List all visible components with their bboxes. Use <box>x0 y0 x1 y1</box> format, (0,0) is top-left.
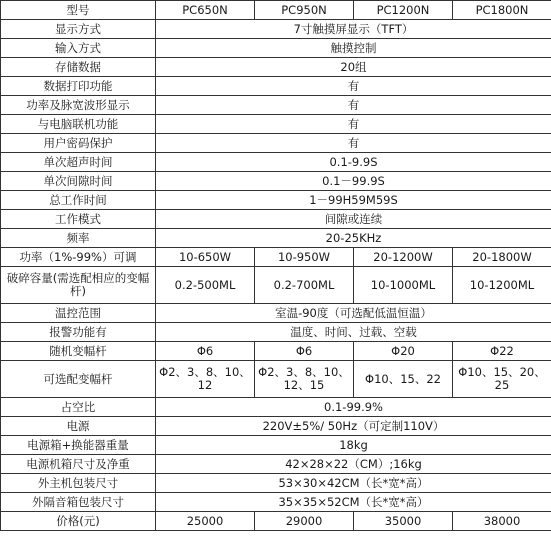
spec-label: 用户密码保护 <box>1 134 156 153</box>
spec-model-value: 0.2-700ML <box>255 267 354 304</box>
spec-row <box>1 398 551 417</box>
spec-row <box>1 229 551 248</box>
spec-model-value: Φ10、15、20、25 <box>453 361 551 398</box>
spec-label: 显示方式 <box>1 20 156 39</box>
spec-model-value: Φ20 <box>354 342 453 361</box>
spec-label: 工作模式 <box>1 210 156 229</box>
spec-row <box>1 342 551 361</box>
spec-shared-value: 35×35×52CM（长*宽*高） <box>156 493 551 512</box>
spec-label: 功率（1%-99%）可调 <box>1 248 156 267</box>
spec-row <box>1 455 551 474</box>
spec-shared-value: 室温-90度（可选配低温恒温） <box>156 304 551 323</box>
spec-label: 价格(元) <box>1 512 156 531</box>
spec-label: 占空比 <box>1 398 156 417</box>
model-name: PC1200N <box>354 1 453 20</box>
spec-shared-value: 间隙或连续 <box>156 210 551 229</box>
spec-label: 可选配变幅杆 <box>1 361 156 398</box>
spec-label: 报警功能有 <box>1 323 156 342</box>
spec-shared-value: 有 <box>156 115 551 134</box>
spec-model-value: Φ6 <box>255 342 354 361</box>
spec-label: 随机变幅杆 <box>1 342 156 361</box>
spec-label: 外隔音箱包装尺寸 <box>1 493 156 512</box>
spec-model-value: Φ2、3、8、10、12 <box>156 361 255 398</box>
header-label: 型号 <box>1 1 156 20</box>
spec-model-value: 20-1800W <box>453 248 551 267</box>
spec-row <box>1 436 551 455</box>
spec-shared-value: 220V±5%/ 50Hz（可定制110V） <box>156 417 551 436</box>
spec-row <box>1 417 551 436</box>
spec-row <box>1 58 551 77</box>
spec-shared-value: 42×28×22（CM）;16kg <box>156 455 551 474</box>
spec-label: 电源机箱尺寸及净重 <box>1 455 156 474</box>
spec-shared-value: 0.1-9.9S <box>156 153 551 172</box>
spec-shared-value: 0.1-99.9% <box>156 398 551 417</box>
spec-shared-value: 有 <box>156 96 551 115</box>
spec-shared-value: 20-25KHz <box>156 229 551 248</box>
spec-model-value: 35000 <box>354 512 453 531</box>
model-name: PC950N <box>255 1 354 20</box>
spec-row <box>1 323 551 342</box>
spec-label: 单次超声时间 <box>1 153 156 172</box>
spec-shared-value: 0.1－99.9S <box>156 172 551 191</box>
spec-model-value: Φ22 <box>453 342 551 361</box>
spec-model-value: 10-1000ML <box>354 267 453 304</box>
spec-row <box>1 210 551 229</box>
spec-label: 外主机包装尺寸 <box>1 474 156 493</box>
spec-label: 破碎容量(需选配相应的变幅杆) <box>1 267 156 304</box>
spec-model-value: Φ2、3、8、10、12、15 <box>255 361 354 398</box>
spec-model-value: 10-950W <box>255 248 354 267</box>
spec-model-value: 25000 <box>156 512 255 531</box>
spec-shared-value: 有 <box>156 134 551 153</box>
spec-row <box>1 267 551 304</box>
spec-shared-value: 触摸控制 <box>156 39 551 58</box>
spec-row <box>1 474 551 493</box>
spec-model-value: 38000 <box>453 512 551 531</box>
spec-label: 数据打印功能 <box>1 77 156 96</box>
spec-model-value: 29000 <box>255 512 354 531</box>
spec-model-value: 20-1200W <box>354 248 453 267</box>
model-name: PC1800N <box>453 1 551 20</box>
spec-row <box>1 191 551 210</box>
spec-label: 频率 <box>1 229 156 248</box>
spec-table-body <box>1 1 551 531</box>
spec-row <box>1 134 551 153</box>
spec-shared-value: 有 <box>156 77 551 96</box>
spec-row <box>1 153 551 172</box>
spec-shared-value: 18kg <box>156 436 551 455</box>
spec-row <box>1 512 551 531</box>
spec-shared-value: 53×30×42CM（长*宽*高） <box>156 474 551 493</box>
spec-row <box>1 115 551 134</box>
spec-shared-value: 20组 <box>156 58 551 77</box>
spec-label: 电源 <box>1 417 156 436</box>
model-name: PC650N <box>156 1 255 20</box>
spec-label: 存储数据 <box>1 58 156 77</box>
spec-row <box>1 77 551 96</box>
spec-row <box>1 172 551 191</box>
spec-row <box>1 493 551 512</box>
spec-label: 输入方式 <box>1 39 156 58</box>
spec-shared-value: 温度、时间、过载、空载 <box>156 323 551 342</box>
spec-row <box>1 248 551 267</box>
spec-label: 电源箱+换能器重量 <box>1 436 156 455</box>
spec-label: 单次间隙时间 <box>1 172 156 191</box>
spec-row <box>1 96 551 115</box>
header-row <box>1 1 551 20</box>
spec-label: 总工作时间 <box>1 191 156 210</box>
spec-row <box>1 361 551 398</box>
spec-shared-value: 7寸触摸屏显示（TFT） <box>156 20 551 39</box>
spec-label: 功率及脉宽波形显示 <box>1 96 156 115</box>
spec-row <box>1 39 551 58</box>
spec-model-value: Φ6 <box>156 342 255 361</box>
spec-row <box>1 20 551 39</box>
spec-model-value: Φ10、15、22 <box>354 361 453 398</box>
spec-shared-value: 1－99H59M59S <box>156 191 551 210</box>
spec-label: 与电脑联机功能 <box>1 115 156 134</box>
spec-row <box>1 304 551 323</box>
spec-model-value: 0.2-500ML <box>156 267 255 304</box>
spec-model-value: 10-1200ML <box>453 267 551 304</box>
spec-label: 温控范围 <box>1 304 156 323</box>
spec-model-value: 10-650W <box>156 248 255 267</box>
